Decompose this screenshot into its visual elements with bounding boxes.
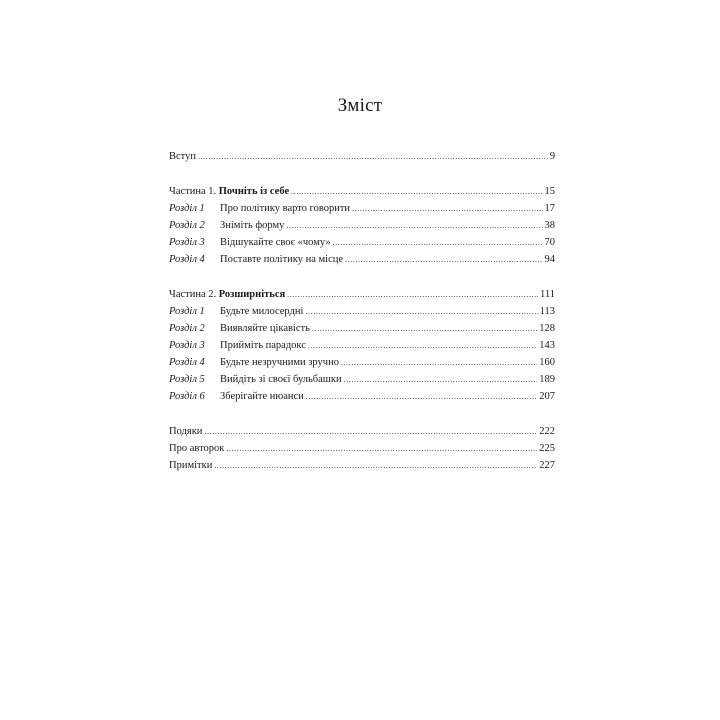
chapter-title: Будьте незручними зручно bbox=[220, 357, 339, 368]
entry-label: Вступ bbox=[169, 151, 196, 162]
toc-entry-part-1[interactable] bbox=[169, 183, 555, 200]
chapter-number: Розділ 1 bbox=[169, 203, 205, 214]
chapter-number: Розділ 1 bbox=[169, 306, 205, 317]
entry-page: 207 bbox=[539, 391, 555, 402]
entry-page: 143 bbox=[539, 340, 555, 351]
entry-label: Про авторок bbox=[169, 443, 225, 454]
dot-leader bbox=[352, 200, 542, 217]
page-title: Зміст bbox=[337, 95, 383, 116]
dot-leader bbox=[214, 457, 537, 474]
chapter-number: Розділ 4 bbox=[169, 254, 205, 265]
toc-entry-part-2[interactable] bbox=[169, 286, 555, 303]
entry-page: 225 bbox=[539, 443, 555, 454]
dot-leader bbox=[226, 440, 537, 457]
chapter-title: Вийдіть зі своєї бульбашки bbox=[220, 374, 342, 385]
dot-leader bbox=[312, 320, 537, 337]
part-prefix: Частина 2. bbox=[169, 289, 217, 300]
spacer bbox=[169, 268, 555, 286]
entry-page: 113 bbox=[539, 306, 555, 317]
chapter-number: Розділ 2 bbox=[169, 323, 205, 334]
chapter-number: Розділ 3 bbox=[169, 237, 205, 248]
entry-page: 111 bbox=[540, 289, 555, 300]
dot-leader bbox=[204, 423, 537, 440]
part-prefix: Частина 1. bbox=[169, 186, 217, 197]
part-label bbox=[169, 183, 289, 200]
entry-page: 38 bbox=[544, 220, 555, 231]
part-label bbox=[169, 286, 285, 303]
dot-leader bbox=[308, 337, 537, 354]
chapter-title: Виявляйте цікавість bbox=[220, 323, 310, 334]
spacer bbox=[169, 165, 555, 183]
dot-leader bbox=[286, 217, 542, 234]
toc-entry-part-2-chapter-1[interactable] bbox=[169, 303, 555, 320]
entry-page: 222 bbox=[539, 426, 555, 437]
dot-leader bbox=[333, 234, 543, 251]
chapter-number: Розділ 5 bbox=[169, 374, 205, 385]
dot-leader bbox=[306, 388, 537, 405]
toc-entry-part-2-chapter-2[interactable] bbox=[169, 320, 555, 337]
entry-page: 17 bbox=[544, 203, 555, 214]
chapter-title: Зберігайте нюанси bbox=[220, 391, 304, 402]
dot-leader bbox=[345, 251, 542, 268]
dot-leader bbox=[341, 354, 537, 371]
toc-entry-part-2-chapter-4[interactable] bbox=[169, 354, 555, 371]
toc-entry-notes[interactable] bbox=[169, 457, 555, 474]
toc-entry-part-1-chapter-1[interactable] bbox=[169, 200, 555, 217]
entry-page: 227 bbox=[539, 460, 555, 471]
chapter-title: Поставте політику на місце bbox=[220, 254, 344, 265]
part-title: Розширніться bbox=[218, 289, 286, 300]
toc-entry-acknowledgements[interactable] bbox=[169, 423, 555, 440]
chapter-title: Про політику варто говорити bbox=[220, 203, 351, 214]
toc-entry-part-1-chapter-2[interactable] bbox=[169, 217, 555, 234]
spacer bbox=[169, 405, 555, 423]
entry-page: 9 bbox=[549, 151, 555, 162]
dot-leader bbox=[305, 303, 537, 320]
entry-page: 94 bbox=[544, 254, 555, 265]
chapter-number: Розділ 3 bbox=[169, 340, 205, 351]
chapter-number: Розділ 2 bbox=[169, 220, 205, 231]
toc-back-matter-group bbox=[169, 423, 555, 474]
dot-leader bbox=[287, 286, 538, 303]
chapter-title: Відшукайте своє «чому» bbox=[220, 237, 331, 248]
toc-entry-part-2-chapter-5[interactable] bbox=[169, 371, 555, 388]
toc-intro-group bbox=[169, 148, 555, 165]
table-of-contents bbox=[169, 148, 555, 474]
entry-page: 128 bbox=[539, 323, 555, 334]
entry-page: 70 bbox=[544, 237, 555, 248]
toc-entry-part-1-chapter-4[interactable] bbox=[169, 251, 555, 268]
entry-page: 160 bbox=[539, 357, 555, 368]
entry-label: Подяки bbox=[169, 426, 203, 437]
toc-entry-part-2-chapter-3[interactable] bbox=[169, 337, 555, 354]
chapter-title: Прийміть парадокс bbox=[220, 340, 306, 351]
chapter-title: Будьте милосердні bbox=[220, 306, 304, 317]
chapter-number: Розділ 4 bbox=[169, 357, 205, 368]
entry-page: 189 bbox=[539, 374, 555, 385]
toc-entry-part-2-chapter-6[interactable] bbox=[169, 388, 555, 405]
chapter-title: Зніміть форму bbox=[220, 220, 285, 231]
entry-page: 15 bbox=[544, 186, 555, 197]
dot-leader bbox=[344, 371, 538, 388]
entry-label: Примітки bbox=[169, 460, 213, 471]
toc-entry-about-authors[interactable] bbox=[169, 440, 555, 457]
chapter-number: Розділ 6 bbox=[169, 391, 205, 402]
dot-leader bbox=[291, 183, 542, 200]
toc-part-1-group bbox=[169, 183, 555, 268]
toc-part-2-group bbox=[169, 286, 555, 405]
toc-entry-intro[interactable] bbox=[169, 148, 555, 165]
dot-leader bbox=[198, 148, 548, 165]
part-title: Почніть із себе bbox=[218, 186, 290, 197]
toc-entry-part-1-chapter-3[interactable] bbox=[169, 234, 555, 251]
